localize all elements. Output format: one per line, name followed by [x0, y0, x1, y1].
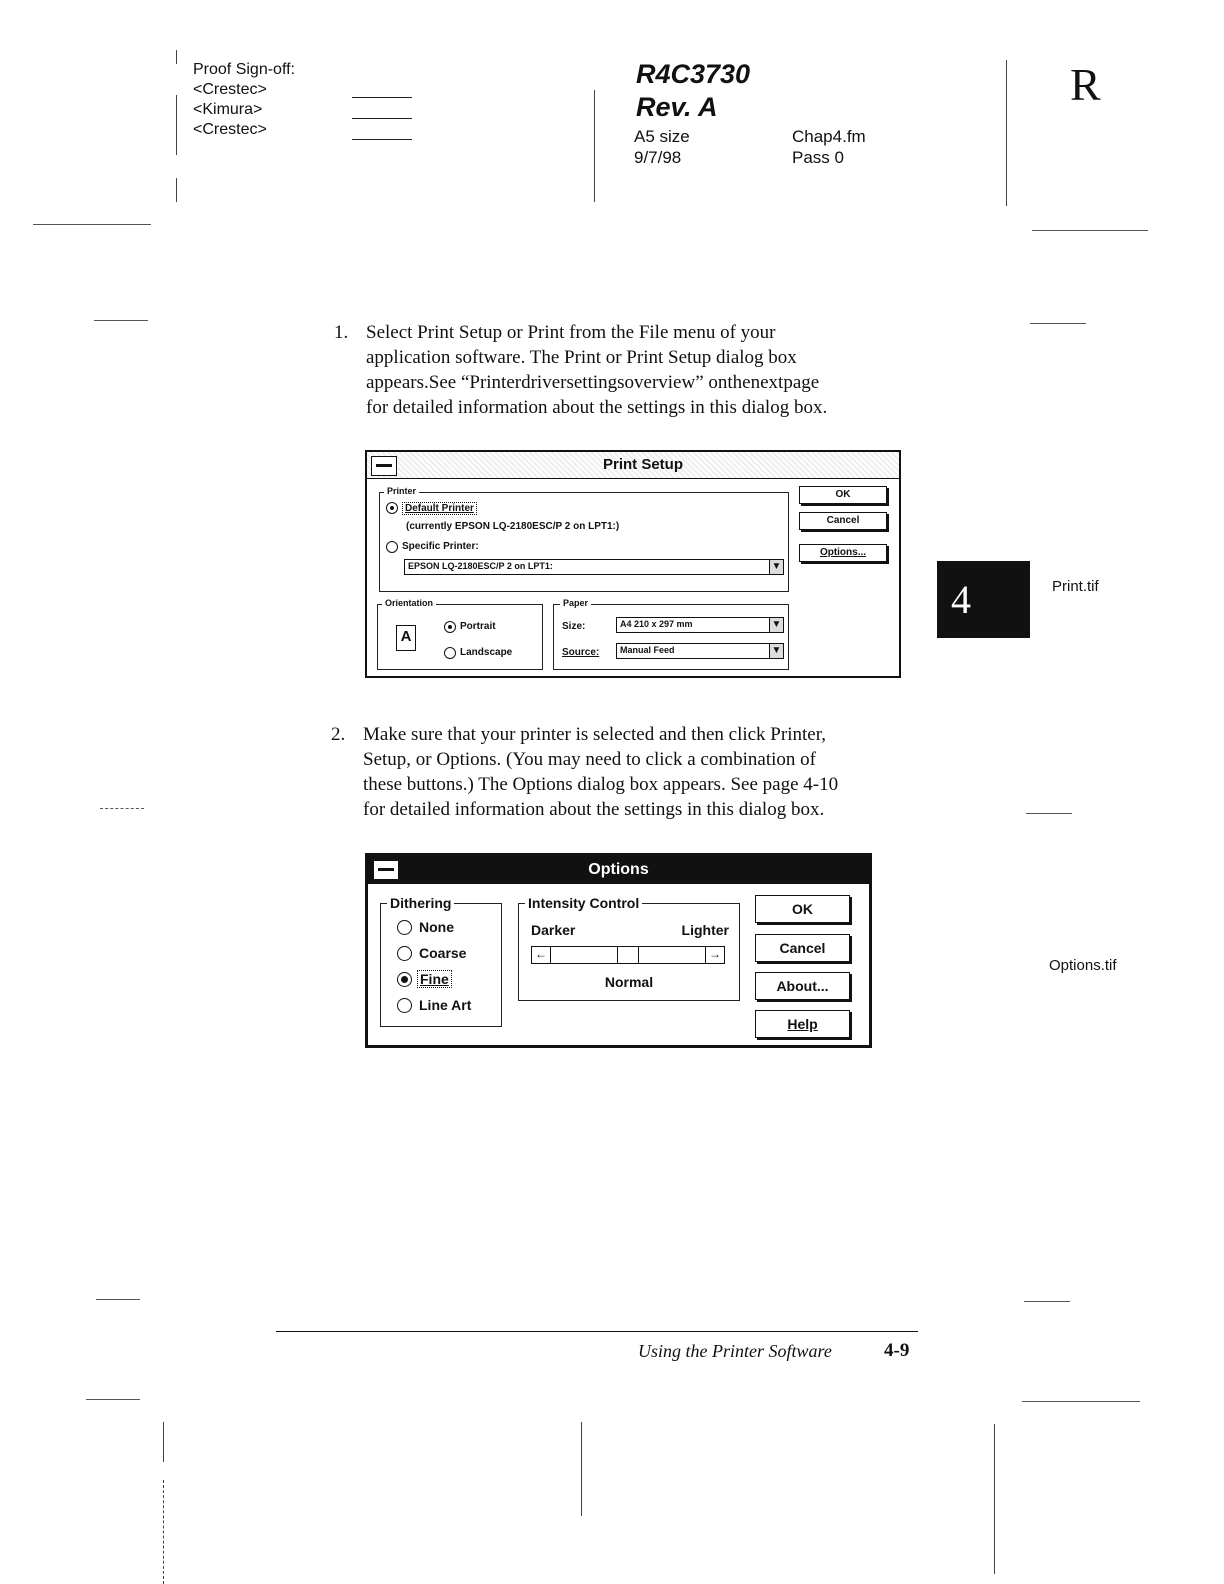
dithering-coarse-label[interactable]: Coarse: [419, 945, 467, 961]
options-button[interactable]: Options...: [799, 544, 887, 562]
step-line: these buttons.) The Options dialog box appears. See page 4-10: [363, 774, 839, 795]
about-button[interactable]: About...: [755, 972, 850, 1000]
crop-mark: [96, 1299, 140, 1300]
portrait-orientation-icon: [396, 625, 416, 651]
dithering-lineart-label[interactable]: Line Art: [419, 997, 472, 1013]
step-2: [331, 722, 933, 822]
paper-size: A5 size: [634, 127, 690, 146]
intensity-scrollbar[interactable]: [531, 946, 725, 964]
dithering-group-title: Dithering: [387, 895, 454, 911]
chapter-tab: 4: [937, 561, 1030, 638]
portrait-radio[interactable]: [444, 621, 456, 633]
crop-mark: [176, 178, 177, 202]
step-number: 1.: [334, 322, 349, 343]
dropdown-arrow-icon[interactable]: ▼: [769, 618, 783, 632]
file-name: Chap4.fm: [792, 127, 866, 146]
title-bar: [367, 452, 899, 479]
dithering-coarse-radio[interactable]: [397, 946, 412, 961]
page-number: 4-9: [884, 1340, 910, 1361]
paper-size-select[interactable]: [616, 617, 784, 633]
dithering-group: [380, 895, 502, 1027]
specific-printer-label[interactable]: Specific Printer:: [402, 541, 479, 552]
dithering-lineart-radio[interactable]: [397, 998, 412, 1013]
crop-mark: [86, 1399, 140, 1400]
step-line: Setup, or Options. (You may need to click a combination of: [363, 749, 816, 770]
orientation-icon-letter: A: [400, 628, 412, 645]
default-printer-radio[interactable]: [386, 502, 398, 514]
crop-mark: [94, 320, 148, 321]
crop-mark: [163, 1480, 164, 1584]
paper-source-select[interactable]: [616, 643, 784, 659]
current-printer-text: (currently EPSON LQ-2180ESC/P 2 on LPT1:): [406, 521, 620, 532]
printer-group-title: Printer: [384, 486, 419, 496]
revision: Rev. A: [636, 92, 718, 122]
signature-line: [352, 118, 412, 119]
step-line: appears.See “Printerdriversettingsoverview” onthenextpage: [366, 372, 820, 393]
corner-letter: R: [1070, 59, 1101, 110]
crop-mark: [994, 1424, 995, 1574]
footer-rule: [276, 1331, 918, 1332]
orientation-group-title: Orientation: [382, 598, 436, 608]
landscape-radio[interactable]: [444, 647, 456, 659]
dithering-none-label[interactable]: None: [419, 919, 454, 935]
signature-line: [352, 139, 412, 140]
orientation-group: [377, 598, 543, 670]
pass-number: Pass 0: [792, 148, 844, 167]
crop-mark: [163, 1422, 164, 1462]
cancel-button[interactable]: Cancel: [755, 934, 850, 962]
specific-printer-value: EPSON LQ-2180ESC/P 2 on LPT1:: [408, 561, 553, 571]
crop-mark: [594, 90, 595, 202]
dropdown-arrow-icon[interactable]: ▼: [769, 644, 783, 658]
dialog-title: Options: [588, 861, 649, 878]
specific-printer-radio[interactable]: [386, 541, 398, 553]
ok-button[interactable]: OK: [755, 895, 850, 923]
doc-code: R4C3730: [636, 59, 751, 89]
step-line: for detailed information about the settings in this dialog box.: [366, 397, 828, 418]
scroll-left-arrow-icon[interactable]: ←: [532, 947, 551, 963]
printer-group: [379, 486, 789, 592]
signature-line: [352, 97, 412, 98]
options-image-filename: Options.tif: [1049, 957, 1117, 974]
options-dialog: [365, 853, 872, 1048]
proof-signoff: [193, 60, 295, 140]
dialog-title: Print Setup: [602, 456, 683, 473]
dithering-fine-radio[interactable]: [397, 972, 412, 987]
proof-title: Proof Sign-off:: [193, 61, 295, 78]
paper-source-label: Source:: [562, 647, 600, 658]
crop-mark: [1026, 813, 1072, 814]
step-line: Select Print Setup or Print from the File menu of your: [366, 322, 776, 343]
step-number: 2.: [331, 724, 346, 745]
crop-mark: [581, 1422, 582, 1516]
help-button[interactable]: Help: [755, 1010, 850, 1038]
ok-button[interactable]: OK: [799, 486, 887, 504]
intensity-value-label: Normal: [604, 974, 654, 990]
intensity-group: [518, 895, 740, 1001]
specific-printer-select[interactable]: [404, 559, 784, 575]
step-line: Make sure that your printer is selected and then click Printer,: [363, 724, 827, 745]
portrait-label[interactable]: Portrait: [460, 621, 496, 632]
darker-label: Darker: [531, 922, 576, 938]
dropdown-arrow-icon[interactable]: ▼: [769, 560, 783, 574]
crop-mark: [176, 50, 177, 64]
step-1: [334, 320, 936, 420]
landscape-label[interactable]: Landscape: [460, 647, 513, 658]
doc-date: 9/7/98: [634, 148, 682, 167]
signer: <Crestec>: [193, 81, 267, 98]
step-line: for detailed information about the settings in this dialog box.: [363, 799, 825, 820]
crop-mark: [1030, 323, 1086, 324]
paper-group: [553, 598, 789, 670]
crop-mark: [1032, 230, 1148, 231]
title-bar: [368, 856, 869, 884]
paper-group-title: Paper: [560, 598, 591, 608]
scroll-right-arrow-icon[interactable]: →: [705, 947, 724, 963]
default-printer-label[interactable]: Default Printer: [402, 502, 477, 515]
signer: <Crestec>: [193, 121, 267, 138]
step-line: application software. The Print or Print Setup dialog box: [366, 347, 797, 368]
scroll-thumb[interactable]: [617, 947, 639, 963]
crop-mark: [33, 224, 151, 225]
crop-mark: [1022, 1401, 1140, 1402]
intensity-group-title: Intensity Control: [525, 895, 642, 911]
cancel-button[interactable]: Cancel: [799, 512, 887, 530]
paper-size-value: A4 210 x 297 mm: [620, 619, 693, 629]
crop-mark: [100, 808, 144, 809]
dithering-fine-label[interactable]: Fine: [417, 970, 452, 988]
paper-size-label: Size:: [562, 621, 586, 632]
crop-mark: [1024, 1301, 1070, 1302]
dithering-none-radio[interactable]: [397, 920, 412, 935]
print-setup-dialog: [365, 450, 901, 678]
print-image-filename: Print.tif: [1052, 578, 1099, 595]
paper-source-value: Manual Feed: [620, 645, 675, 655]
crop-mark: [1006, 60, 1007, 206]
crop-mark: [176, 95, 177, 155]
lighter-label: Lighter: [681, 922, 729, 938]
signer: <Kimura>: [193, 101, 263, 118]
footer-section-title: Using the Printer Software: [638, 1341, 832, 1361]
